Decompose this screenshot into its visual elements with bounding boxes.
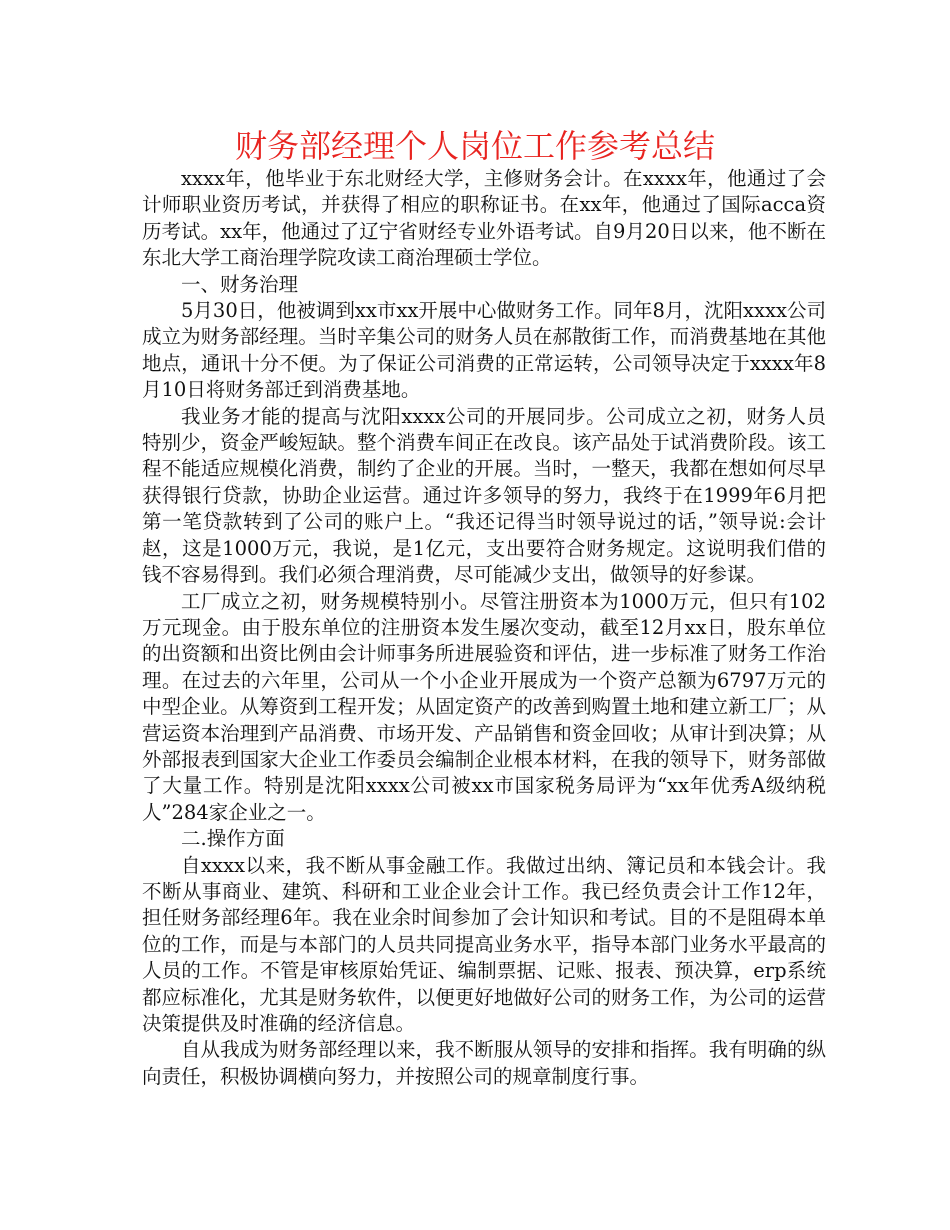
paragraph-finance-experience: 自xxxx以来，我不断从事金融工作。我做过出纳、簿记员和本钱会计。我不断从事商业、建筑、科研和工业企业会计工作。我已经负责会计工作12年，担任财务部经理6年。我在业余时间参加了会计知识和考试。目的不是阻碍本单位的工作，而是与本部门的人员共同提高业务水平，指导本部门业务水平最高的人员的工作。不管是审核原始凭证、编制票据、记账、报表、预决算，erp系统都应标准化，尤其是财务软件，以便更好地做好公司的财务工作，为公司的运营决策提供及时准确的经济信息。 [142, 853, 826, 1035]
section-heading-finance-management: 一、财务治理 [181, 272, 299, 296]
section-heading-operations: 二.操作方面 [181, 827, 285, 851]
paragraph-factory-founding: 工厂成立之初，财务规模特别小。尽管注册资本为1000万元，但只有102万元现金。由于股东单位的注册资本发生屡次变动，截至12月xx日，股东单位的出资额和出资比例由会计师事务所进展验资和评估，进一步标准了财务工作治理。在过去的六年里，公司从一个小企业开展成为一个资产总额为6797万元的中型企业。从筹资到工程开发；从固定资产的改善到购置土地和建立新工厂；从营运资本治理到产品消费、市场开发、产品销售和资金回收；从审计到决算；从外部报表到国家大企业工作委员会编制企业根本材料，在我的领导下，财务部做了大量工作。特别是沈阳xxxx公司被xx市国家税务局评为“xx年优秀A级纳税人”284家企业之一。 [142, 589, 826, 824]
document-body [142, 166, 826, 1090]
document-title: 财务部经理个人岗位工作参考总结 [234, 127, 715, 165]
paragraph-business-growth: 我业务才能的提高与沈阳xxxx公司的开展同步。公司成立之初，财务人员特别少，资金严峻短缺。整个消费车间正在改良。该产品处于试消费阶段。该工程不能适应规模化消费，制约了企业的开展。当时，一整天，我都在想如何尽早获得银行贷款，协助企业运营。通过许多领导的努力，我终于在1999年6月把第一笔贷款转到了公司的账户上。“我还记得当时领导说过的话，”领导说:会计赵，这是1000万元，我说，是1亿元，支出要符合财务规定。这说明我们借的钱不容易得到。我们必须合理消费，尽可能减少支出，做领导的好参谋。 [142, 404, 826, 587]
paragraph-manager-duties: 自从我成为财务部经理以来，我不断服从领导的安排和指挥。我有明确的纵向责任，积极协调横向努力，并按照公司的规章制度行事。 [142, 1038, 826, 1088]
paragraph-transfer: 5月30日，他被调到xx市xx开展中心做财务工作。同年8月，沈阳xxxx公司成立为财务部经理。当时辛集公司的财务人员在郝散街工作，而消费基地在其他地点，通讯十分不便。为了保证公司消费的正常运转，公司领导决定于xxxx年8月10日将财务部迁到消费基地。 [142, 299, 826, 402]
paragraph-intro: xxxx年，他毕业于东北财经大学，主修财务会计。在xxxx年，他通过了会计师职业资历考试，并获得了相应的职称证书。在xx年，他通过了国际acca资历考试。xx年，他通过了辽宁省财经专业外语考试。自9月20日以来，他不断在东北大学工商治理学院攻读工商治理硕士学位。 [142, 167, 826, 270]
